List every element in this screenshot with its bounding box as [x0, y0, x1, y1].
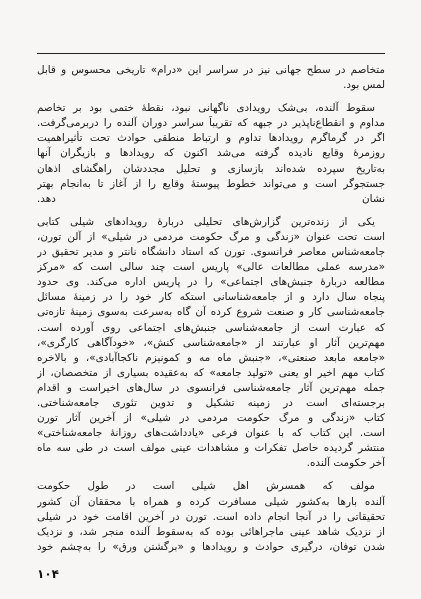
text-line: منتشر گردیده حاصل تفکرات و مشاهدات عینی مولف است در طی سه ماه [37, 442, 385, 455]
header-rule [37, 53, 385, 54]
text-line: آخر حکومت آلنده. [306, 457, 385, 470]
text-line: جامعه‌شناسی کار و صنعت شروع کرده آن گاه به‌سرعت به‌سوی زمینهٔ تازه‌تی [37, 306, 385, 319]
text-line: متخاصم در سطح جهانی نیز در سراسر این «درام» تاریخی محسوس و قابل [37, 64, 385, 76]
text-line: آلنده بارها به‌کشور شیلی مسافرت کرده و همراه با محققان آن کشور [37, 495, 385, 508]
text-line: روزمرهٔ وقایع نادیده گرفته می‌شد اکنون که رویدادها و بازیگران آنها [37, 147, 385, 160]
page-number: ۱۰۴ [37, 567, 59, 581]
body-text [37, 63, 385, 555]
text-line: که عبارت است از جامعه‌شناسی جنبش‌های اجتماعی روی آورده است. [37, 321, 385, 334]
text-line: «جامعه مابعد صنعتی»، «جنبش ماه مه و کمونیزم ناکجاآبادی»، و بالاخره [37, 351, 385, 364]
text-line: شدن توفان، درگیری حوادث و رویدادها و «برگشتن ورق» را به‌چشم خود [37, 540, 385, 553]
text-line: لمس بود. [343, 79, 385, 92]
text-line: مداوم و انقطاع‌ناپذیر در جبهه که تقریباً سراسر دوران آلنده را دربرمی‌گرفت. [37, 117, 385, 130]
text-line: نشان دهد. [37, 192, 385, 205]
text-line: جستجوگر است و می‌تواند خطوط پیوستهٔ وقایع را از آغاز تا به‌انجام بهتر [37, 177, 385, 190]
text-line: تحقیقاتی را در آنجا انجام داده است. تورن در آخرین اقامت خود در شیلی [37, 510, 385, 523]
text-line: است. این کتاب که با عنوان فرعی «یادداشت‌های روزانهٔ جامعه‌شناختی» [37, 427, 385, 440]
text-line: اگر در گرماگرم رویدادها تداوم و ارتباط منطقی حوادث تحت تأثیراهمیت [37, 132, 385, 145]
text-line: است تحت عنوان «زندگی و مرگ حکومت مردمی در شیلی» از آلن تورن، [37, 230, 385, 243]
text-line: پنجاه سال دارد و از جامعه‌شناسانی استکه کار خود را در زمینهٔ مسائل [37, 291, 385, 304]
text-line: جامعه‌شناس معاصر فرانسوی. تورن که استاد دانشگاه نانتر و مدیر تحقیق در [37, 246, 385, 259]
text-line: به‌تاریخ سپرده شده‌اند بازسازی و تحلیل مجددشان راهگشای اذهان [37, 162, 385, 175]
text-line: جمله مهم‌ترین آثار جامعه‌شناسی فرانسوی در سال‌های اخیراست و اقدام [37, 381, 385, 394]
text-line: «مدرسه عملی مطالعات عالی» پاریس است چند سالی است که «مرکز [37, 261, 385, 274]
text-line: مهم‌ترین آثار او عبارتند از «جامعه‌شناسی کنش»، «خودآگاهی کارگری»، [37, 336, 385, 349]
text-line: کتاب «زندگی و مرگ حکومت مردمی در شیلی» از آخرین آثار تورن [37, 412, 385, 425]
text-line: کتاب مهم اخیر او یعنی «تولید جامعه» که به‌عقیده بسیاری از متخصصان، از [37, 366, 385, 379]
text-line: یکی از زنده‌ترین گزارش‌های تحلیلی دربارهٔ رویدادهای شیلی کتابی [37, 215, 375, 228]
text-line: سقوط آلنده، بی‌شک رویدادی ناگهانی نبود، نقطهٔ ختمی بود بر تخاصم [37, 102, 375, 115]
text-line: مطالعه دربارهٔ جنبش‌های اجتماعی» را در پاریس اداره می‌کند. وی حدود [37, 276, 385, 289]
text-line: برجسته‌ای است در زمینه تشکیل و تدوین تئوری جامعه‌شناختی. [37, 396, 385, 409]
text-line: مولف که همسرش اهل شیلی است در طول حکومت [37, 480, 375, 493]
text-line: از نزدیک شاهد عینی ماجراهائی بوده که به‌سقوط آلنده منجر شد، و نزدیک [37, 525, 385, 538]
